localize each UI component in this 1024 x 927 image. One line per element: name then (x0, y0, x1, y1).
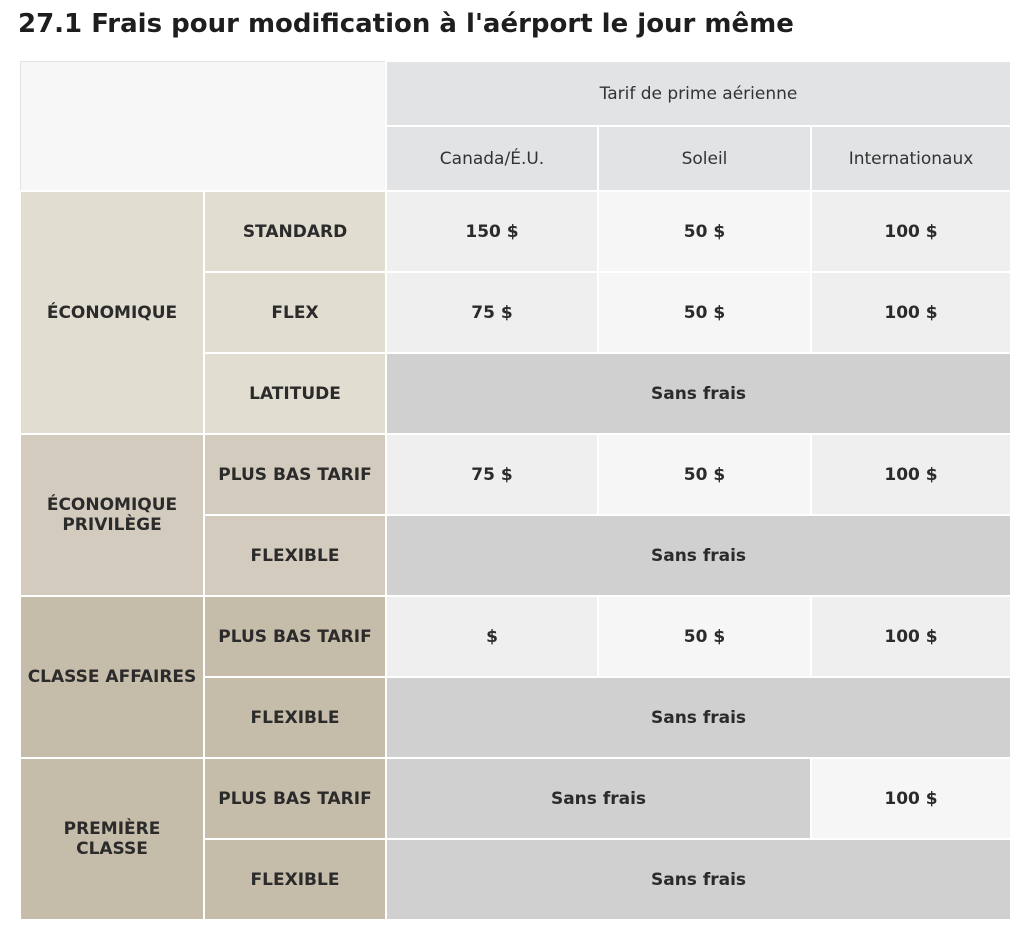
fare-label: FLEXIBLE (204, 677, 386, 758)
fare-label: PLUS BAS TARIF (204, 758, 386, 839)
cabin-label-line: PRIVILÈGE (62, 515, 162, 535)
page-title: 27.1 Frais pour modification à l'aérport le jour même (18, 9, 794, 39)
corner-cell (20, 61, 386, 191)
fee-cell: 100 $ (811, 434, 1011, 515)
fare-label: LATITUDE (204, 353, 386, 434)
fare-label: FLEX (204, 272, 386, 353)
fee-cell: 100 $ (811, 596, 1011, 677)
no-fee-cell: Sans frais (386, 677, 1011, 758)
header-row-group (20, 61, 1011, 126)
cabin-premiere-classe: PREMIÈRE CLASSE (20, 758, 204, 920)
no-fee-cell: Sans frais (386, 758, 811, 839)
cabin-classe-affaires: CLASSE AFFAIRES (20, 596, 204, 758)
column-header-soleil: Soleil (598, 126, 811, 191)
no-fee-cell: Sans frais (386, 515, 1011, 596)
cabin-economique: ÉCONOMIQUE (20, 191, 204, 434)
fee-cell: 50 $ (598, 272, 811, 353)
fee-cell: 75 $ (386, 434, 598, 515)
no-fee-cell: Sans frais (386, 353, 1011, 434)
fare-label: FLEXIBLE (204, 515, 386, 596)
table-row (20, 596, 1011, 677)
table-row (20, 758, 1011, 839)
fee-table (19, 60, 1012, 921)
fee-cell: 150 $ (386, 191, 598, 272)
fee-cell: 50 $ (598, 596, 811, 677)
fee-cell: 50 $ (598, 191, 811, 272)
table-row (20, 434, 1011, 515)
fee-cell: 100 $ (811, 272, 1011, 353)
fare-group-header: Tarif de prime aérienne (386, 61, 1011, 126)
fare-label: STANDARD (204, 191, 386, 272)
column-header-intl: Internationaux (811, 126, 1011, 191)
fare-label: PLUS BAS TARIF (204, 434, 386, 515)
fee-cell: $ (386, 596, 598, 677)
cabin-label-line: ÉCONOMIQUE (46, 495, 178, 515)
fare-label: PLUS BAS TARIF (204, 596, 386, 677)
fare-label: FLEXIBLE (204, 839, 386, 920)
cabin-economique-privilege (20, 434, 204, 596)
column-header-canada: Canada/É.U. (386, 126, 598, 191)
fee-cell: 100 $ (811, 758, 1011, 839)
fee-cell: 100 $ (811, 191, 1011, 272)
table-row (20, 191, 1011, 272)
fee-cell: 50 $ (598, 434, 811, 515)
no-fee-cell: Sans frais (386, 839, 1011, 920)
fee-cell: 75 $ (386, 272, 598, 353)
